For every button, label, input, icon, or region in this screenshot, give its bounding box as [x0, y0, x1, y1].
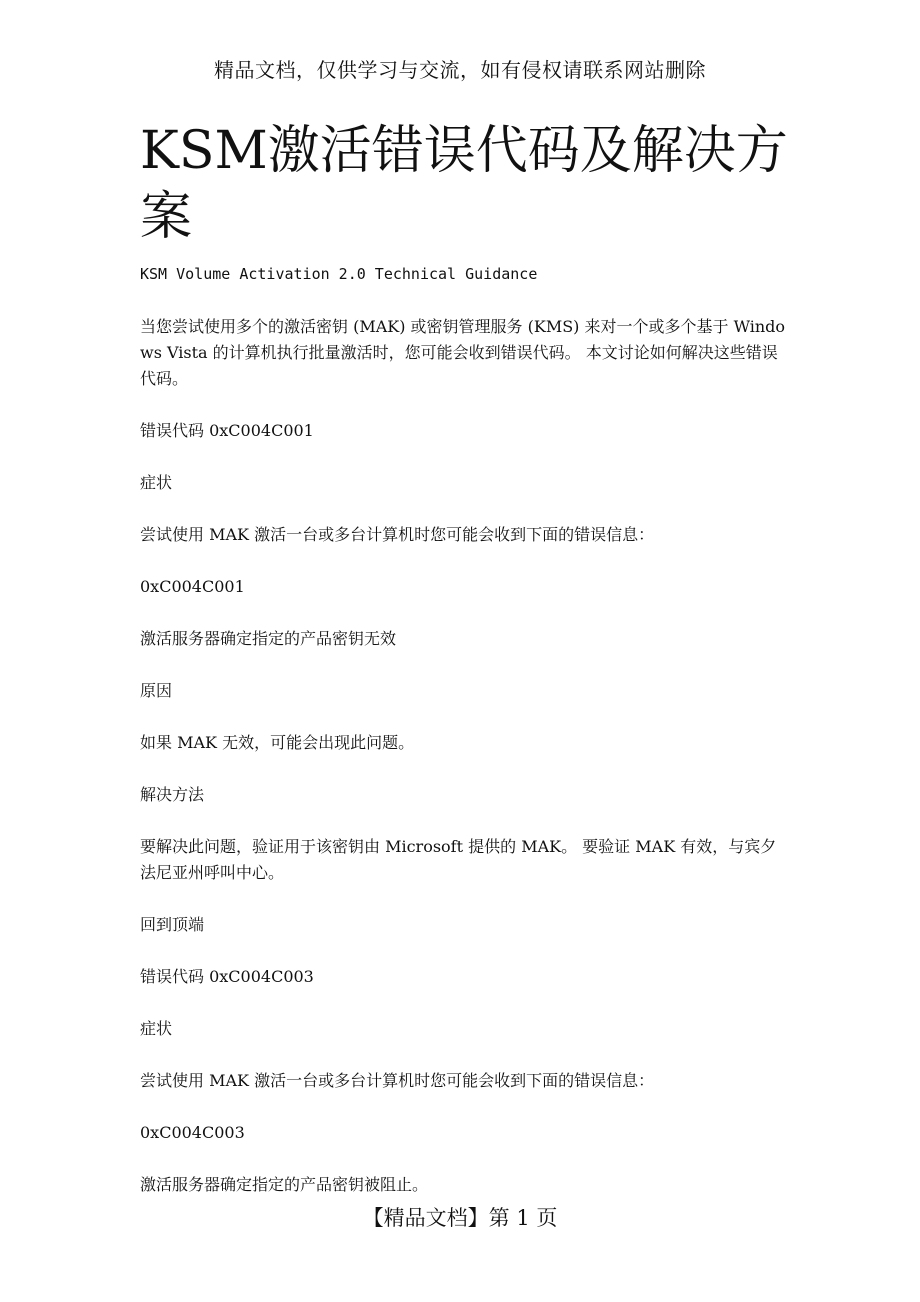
intro-paragraph: 当您尝试使用多个的激活密钥 (MAK) 或密钥管理服务 (KMS) 来对一个或多个基于 Windows Vista 的计算机执行批量激活时，您可能会收到错误代码。 本文讨论如何解决这些错误代码。 — [140, 317, 786, 388]
error-code-heading: 错误代码 0xC004C003 — [140, 967, 314, 986]
resolution-label: 解决方法 — [140, 785, 205, 804]
document-subtitle: KSM Volume Activation 2.0 Technical Guidance — [140, 265, 538, 283]
symptom-label: 症状 — [140, 1019, 173, 1038]
cause-text: 如果 MAK 无效，可能会出现此问题。 — [140, 733, 415, 752]
error-message: 激活服务器确定指定的产品密钥被阻止。 — [140, 1175, 429, 1194]
document-title: KSM激活错误代码及解决方案 — [140, 121, 788, 247]
error-code-heading: 错误代码 0xC004C001 — [140, 421, 314, 440]
symptom-label: 症状 — [140, 473, 173, 492]
error-message: 激活服务器确定指定的产品密钥无效 — [140, 629, 397, 648]
header-disclaimer: 精品文档，仅供学习与交流，如有侵权请联系网站删除 — [214, 58, 706, 82]
error-code-value: 0xC004C003 — [140, 1123, 245, 1142]
back-to-top-link[interactable]: 回到顶端 — [140, 915, 205, 934]
footer-page-number: 【精品文档】第 1 页 — [362, 1206, 558, 1230]
error-code-value: 0xC004C001 — [140, 577, 245, 596]
resolution-text: 要解决此问题，验证用于该密钥由 Microsoft 提供的 MAK。 要验证 MAK 有效，与宾夕法尼亚州呼叫中心。 — [140, 837, 777, 882]
symptom-text: 尝试使用 MAK 激活一台或多台计算机时您可能会收到下面的错误信息： — [140, 525, 655, 544]
document-body — [140, 262, 790, 1224]
symptom-text: 尝试使用 MAK 激活一台或多台计算机时您可能会收到下面的错误信息： — [140, 1071, 655, 1090]
cause-label: 原因 — [140, 681, 173, 700]
